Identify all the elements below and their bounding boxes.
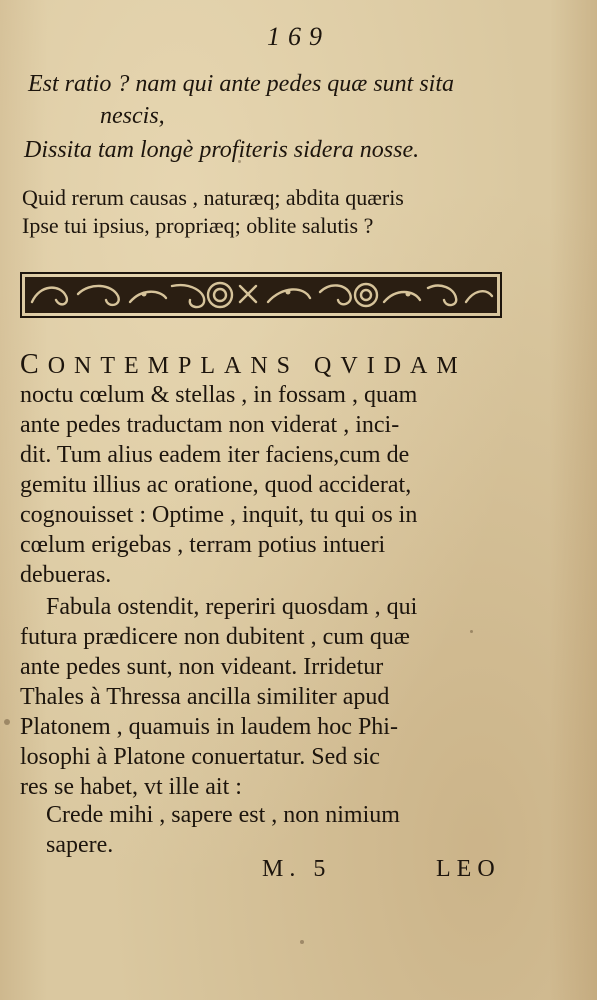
ornament-band [20,272,502,318]
paragraph2-line-5: Platonem , quamuis in laudem hoc Phi- [20,714,398,740]
ink-speck [470,630,473,633]
quote-line-2: sapere. [46,832,114,858]
paragraph2-line-7: res se habet, vt ille ait : [20,774,242,800]
verse-roman-1: Quid rerum causas , naturæq; abdita quæris [22,185,404,210]
page-number: 169 [267,22,330,51]
signature-mark: M. 5 [262,856,332,882]
verse-roman-2: Ipse tui ipsius, propriæq; oblite salutis ? [22,213,374,238]
verse-line-2: nescis, [100,103,165,129]
paragraph2-line-1: Fabula ostendit, reperiri quosdam , qui [46,594,418,620]
section-heading [20,350,467,381]
paragraph2-line-3: ante pedes sunt, non videant. Irridetur [20,654,384,680]
heading-initial: C [20,349,48,380]
ink-speck [4,719,10,725]
paragraph2-line-4: Thales à Thressa ancilla similiter apud [20,684,390,710]
verse-line-1: Est ratio ? nam qui ante pedes quæ sunt sita [28,71,454,97]
ink-speck [238,160,241,163]
paragraph1-line-4: gemitu illius ac oratione, quod acciderat, [20,472,412,498]
paragraph1-line-5: cognouisset : Optime , inquit, tu qui os in [20,502,418,528]
paragraph1-line-6: cœlum erigebas , terram potius intueri [20,532,386,558]
ink-speck [300,940,304,944]
verse-line-3: Dissita tam longè profiteris sidera nosse. [24,137,420,163]
paragraph1-line-1: noctu cœlum & stellas , in fossam , quam [20,382,418,408]
paragraph1-line-7: debueras. [20,562,112,588]
paragraph2-line-2: futura prædicere non dubitent , cum quæ [20,624,410,650]
paragraph2-line-6: losophi à Platone conuertatur. Sed sic [20,744,380,770]
heading-rest: ONTEMPLANS QVIDAM [47,353,467,379]
paragraph1-line-2: ante pedes traductam non viderat , inci- [20,412,400,438]
paragraph1-line-3: dit. Tum alius eadem iter faciens,cum de [20,442,410,468]
quote-line-1: Crede mihi , sapere est , non nimium [46,802,400,828]
catchword: LEO [436,856,501,882]
